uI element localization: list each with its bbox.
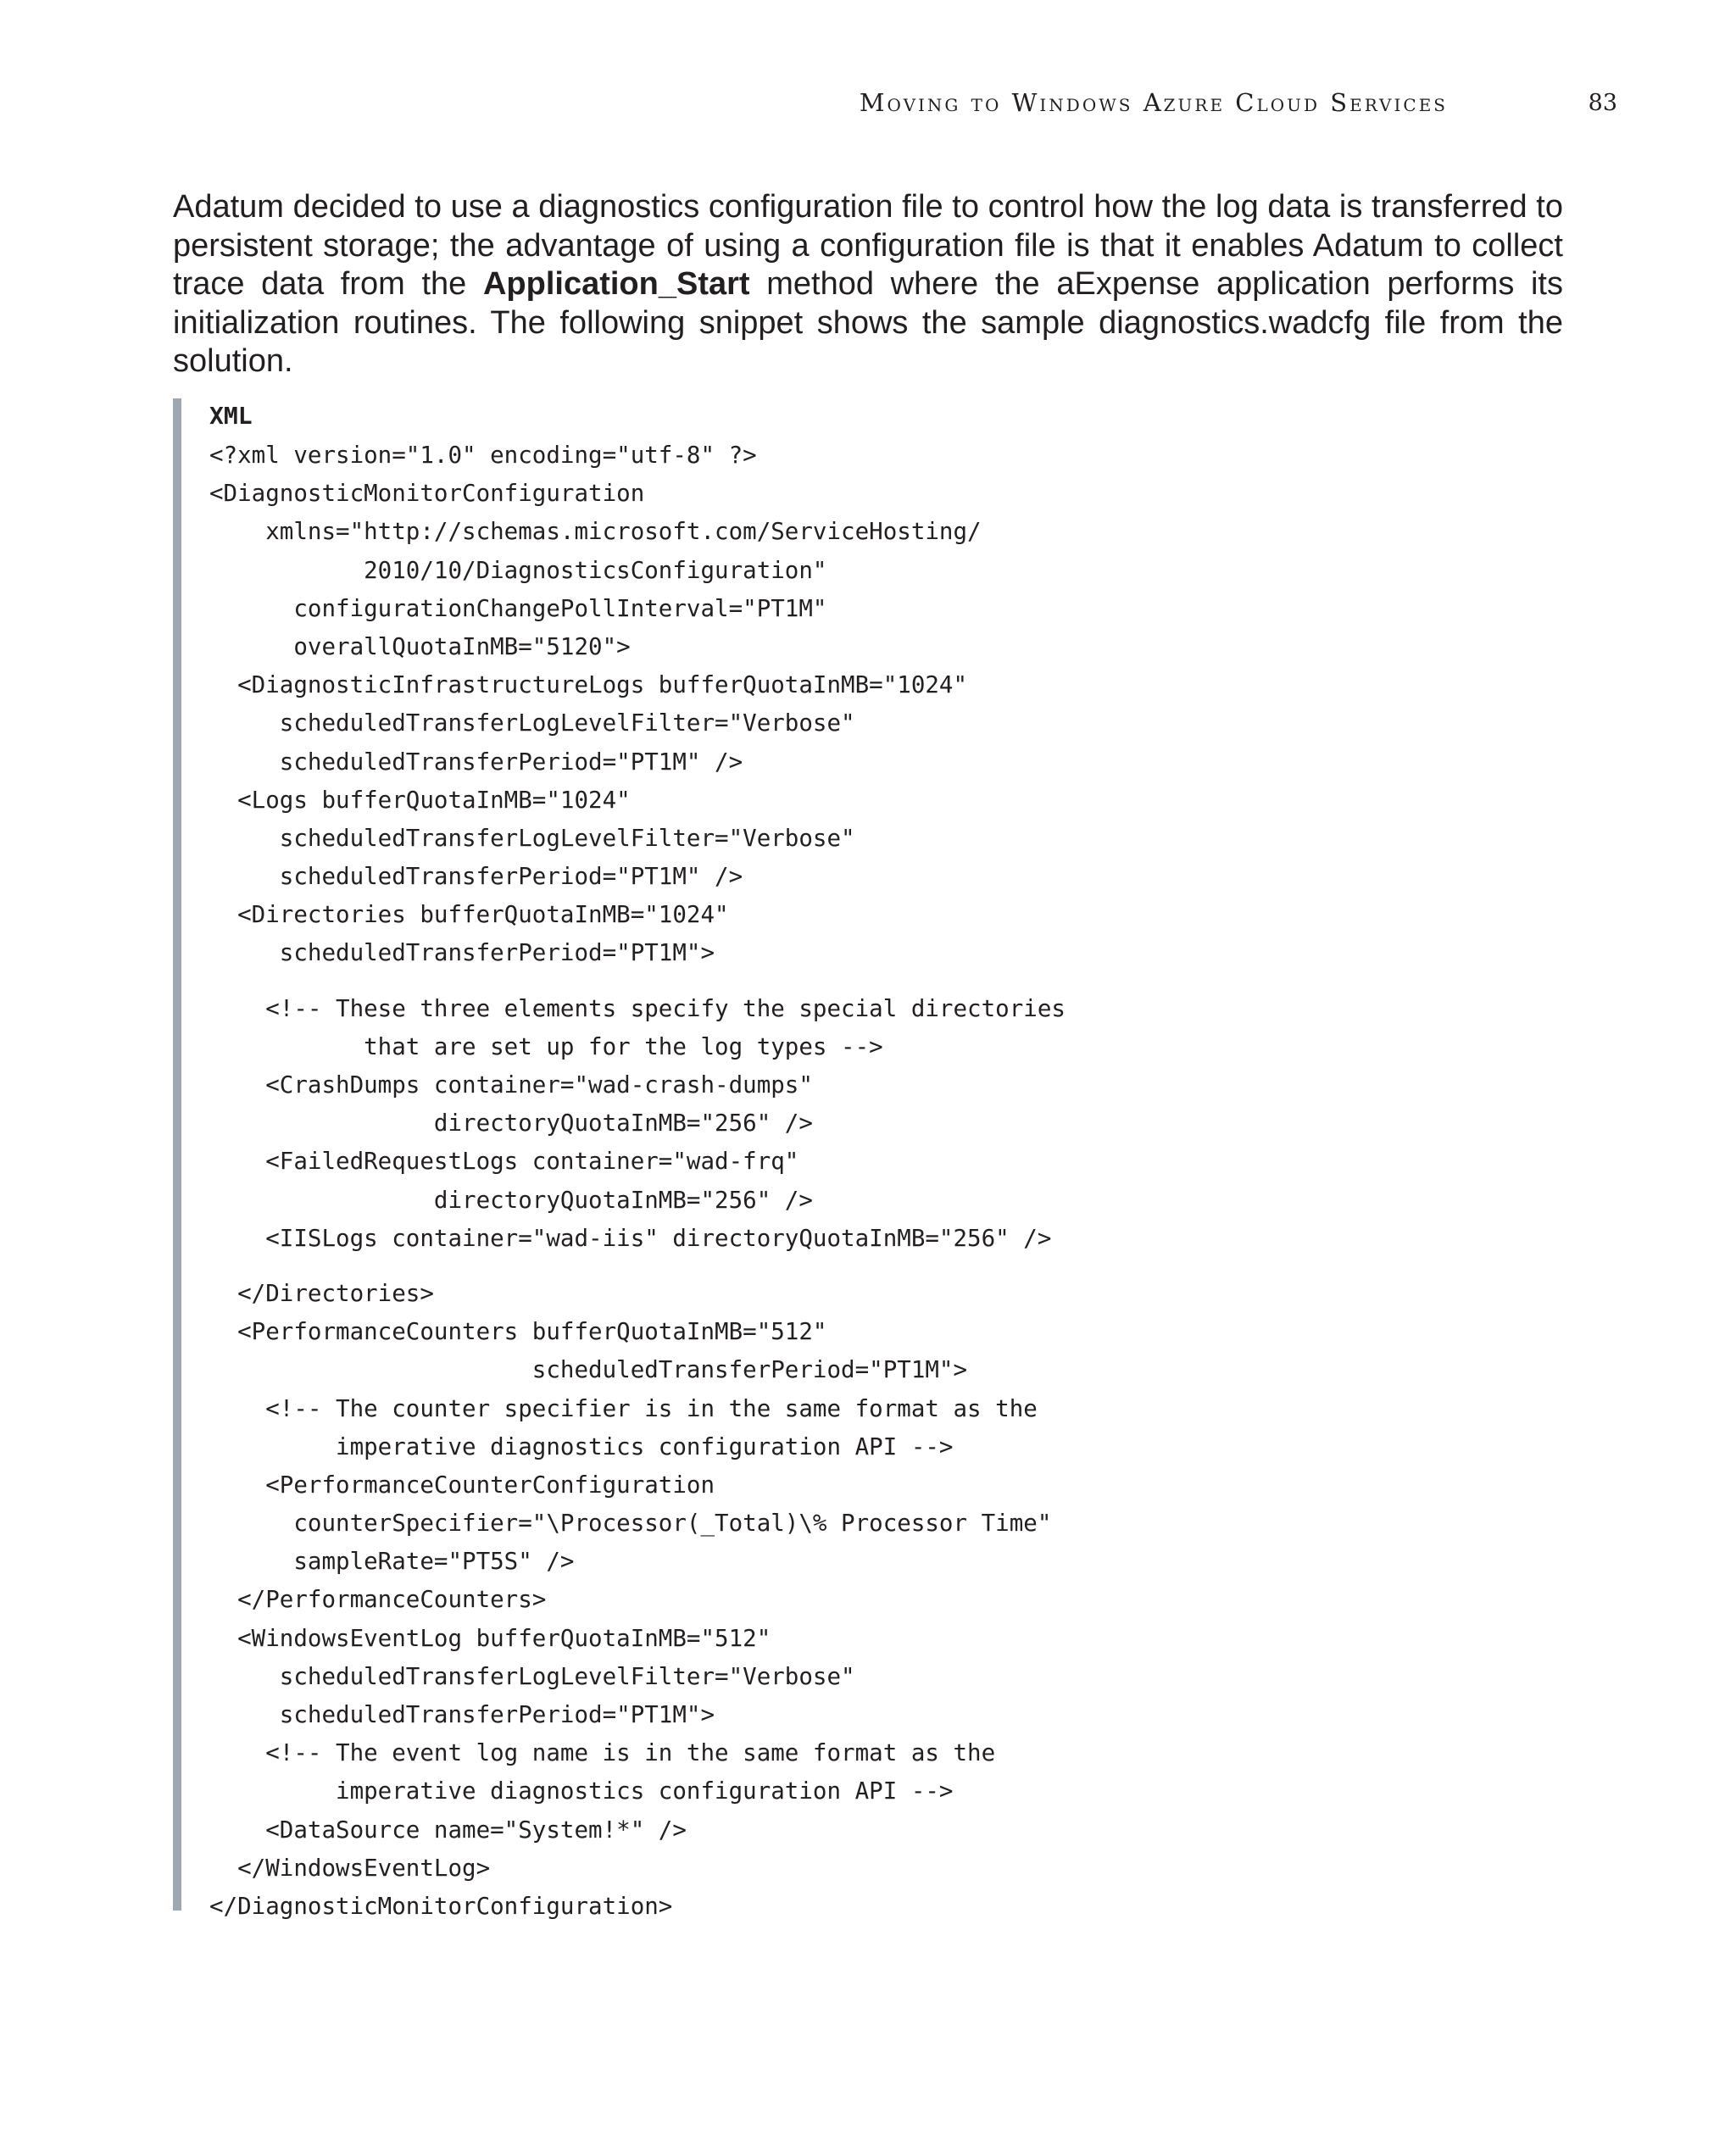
code-listing — [173, 398, 1563, 1920]
code-line: scheduledTransferLogLevelFilter="Verbose" — [209, 709, 855, 737]
code-line: <DataSource name="System!*" /> — [209, 1816, 687, 1844]
code-line: imperative diagnostics configuration API --> — [209, 1432, 954, 1460]
code-line: overallQuotaInMB="5120"> — [209, 632, 631, 660]
code-line: </PerformanceCounters> — [209, 1586, 547, 1614]
code-line: scheduledTransferPeriod="PT1M" /> — [209, 863, 743, 891]
body-paragraph — [173, 188, 1563, 381]
code-line: scheduledTransferLogLevelFilter="Verbose" — [209, 824, 855, 852]
code-line: imperative diagnostics configuration API --> — [209, 1777, 954, 1805]
code-line: <?xml version="1.0" encoding="utf-8" ?> — [209, 442, 757, 469]
code-listing-side-bar — [173, 398, 181, 1911]
code-line: <!-- The event log name is in the same format as the — [209, 1739, 996, 1767]
code-line: </WindowsEventLog> — [209, 1854, 491, 1882]
code-line: <WindowsEventLog bufferQuotaInMB="512" — [209, 1624, 771, 1652]
code-line: 2010/10/DiagnosticsConfiguration" — [209, 556, 827, 584]
running-head-title: Moving to Windows Azure Cloud Services — [859, 88, 1448, 117]
code-line: <CrashDumps container="wad-crash-dumps" — [209, 1071, 813, 1099]
code-line: xmlns="http://schemas.microsoft.com/ServiceHosting/ — [209, 518, 982, 546]
code-line: scheduledTransferPeriod="PT1M"> — [209, 1701, 715, 1728]
paragraph-text-start: Adatum decided to use a diagnostics configuration file to control how the log data is transferred to persistent storage; the advantage of using a configuration file is that it enables Adatum to collect trace data from the — [173, 189, 1563, 302]
code-line: <Directories bufferQuotaInMB="1024" — [209, 901, 729, 929]
code-line: that are set up for the log types --> — [209, 1032, 883, 1060]
code-line: scheduledTransferLogLevelFilter="Verbose" — [209, 1662, 855, 1690]
code-line: </DiagnosticMonitorConfiguration> — [209, 1892, 673, 1920]
code-line: <Logs bufferQuotaInMB="1024" — [209, 786, 631, 814]
code-line: counterSpecifier="\Processor(_Total)\% Processor Time" — [209, 1510, 1052, 1538]
code-line: configurationChangePollInterval="PT1M" — [209, 594, 827, 622]
code-line: <IISLogs container="wad-iis" directoryQuotaInMB="256" /> — [209, 1224, 1052, 1252]
page-number: 83 — [1588, 90, 1617, 116]
code-line: <DiagnosticMonitorConfiguration — [209, 480, 645, 508]
code-line: sampleRate="PT5S" /> — [209, 1548, 575, 1576]
code-line: </Directories> — [209, 1279, 434, 1307]
paragraph-text-end: method where the aExpense application performs its initialization routines. The following snippet shows the sample diagnostics.wadcfg file from the solution. — [173, 266, 1563, 379]
code-line: scheduledTransferPeriod="PT1M" /> — [209, 748, 743, 776]
code-language-label: XML — [209, 402, 253, 430]
code-line: <!-- The counter specifier is in the same format as the — [209, 1394, 1038, 1422]
code-lines — [209, 437, 1066, 1926]
code-line: directoryQuotaInMB="256" /> — [209, 1110, 813, 1138]
code-line: <PerformanceCounterConfiguration — [209, 1471, 715, 1499]
code-line: directoryQuotaInMB="256" /> — [209, 1186, 813, 1214]
code-line: <DiagnosticInfrastructureLogs bufferQuotaInMB="1024" — [209, 671, 968, 699]
paragraph-bold-method-name: Application_Start — [482, 266, 750, 302]
code-line: <!-- These three elements specify the special directories — [209, 994, 1066, 1022]
code-line: scheduledTransferPeriod="PT1M"> — [209, 1356, 968, 1384]
code-line: <PerformanceCounters bufferQuotaInMB="512" — [209, 1318, 827, 1346]
code-line: scheduledTransferPeriod="PT1M"> — [209, 939, 715, 967]
code-line: <FailedRequestLogs container="wad-frq" — [209, 1148, 799, 1176]
